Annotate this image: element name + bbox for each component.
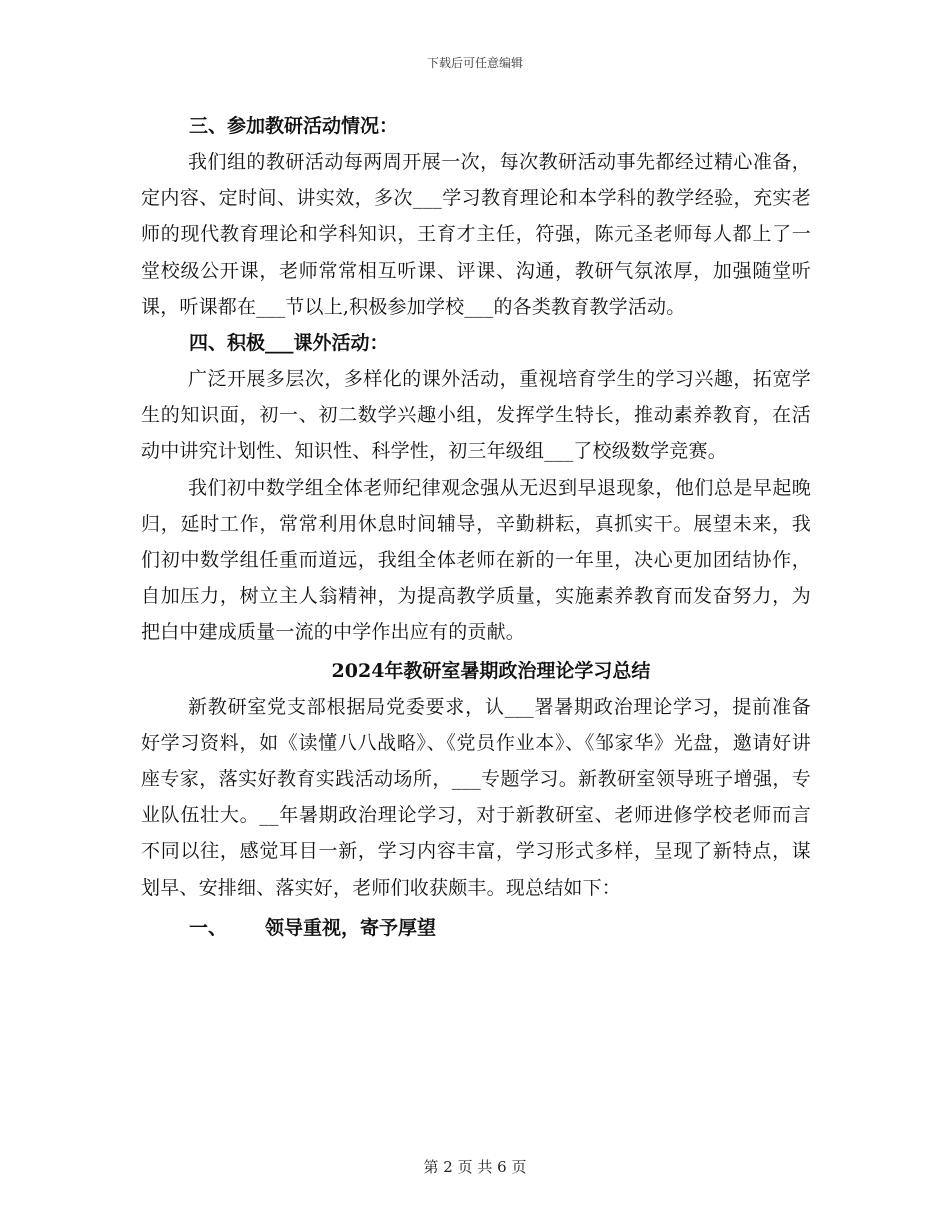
page-number: 第 2 页 共 6 页 [423,1158,527,1176]
section-heading-3: 三、参加教研活动情况： [189,115,399,137]
section-heading-4: 四、积极___课外活动： [189,332,389,355]
page-header-note: 下载后可任意编辑 [426,56,523,70]
summary-item-1-heading [141,908,811,948]
section-4-paragraph-1: 广泛开展多层次，多样化的课外活动，重视培育学生的学习兴趣，拓宽学生的知识面，初一、初二数学兴趣小组，发挥学生特长，推动素养教育，在活动中讲究计划性、知识性、科学性，初三年级组___了校级数学竞赛。 [141,368,811,463]
summary-item-1-text: 领导重视，寄予厚望 [265,916,437,939]
section-4-paragraph-2: 我们初中数学组全体老师纪律观念强从无迟到早退现象，他们总是早起晚归，延时工作，常常利用休息时间辅导，辛勤耕耘，真抓实干。展望未来，我们初中数学组任重而道远，我组全体老师在新的一年里，决心更加团结协作，自加压力，树立主人翁精神，为提高教学质量，实施素养教育而发奋努力，为把白中建成质量一流的中学作出应有的贡献。 [141,476,811,644]
summary-paragraph: 新教研室党支部根据局党委要求，认___署暑期政治理论学习，提前准备好学习资料，如《读懂八八战略》、《党员作业本》、《邹家华》光盘，邀请好讲座专家，落实好教育实践活动场所，___专题学习。新教研室领导班子增强，专业队伍壮大。__年暑期政治理论学习，对于新教研室、老师进修学校老师而言不同以往，感觉耳目一新，学习内容丰富，学习形式多样，呈现了新特点，谋划早、安排细、落实好，老师们收获颇丰。现总结如下： [141,695,811,899]
section-3-paragraph: 我们组的教研活动每两周开展一次，每次教研活动事先都经过精心准备，定内容、定时间、讲实效，多次___学习教育理论和本学科的教学经验，充实老师的现代教育理论和学科知识，王育才主任，符强，陈元圣老师每人都上了一堂校级公开课，老师常常相互听课、评课、沟通，教研气氛浓厚，加强随堂听课，听课都在___节以上,积极参加学校___的各类教育教学活动。 [141,151,811,318]
summary-item-1-number: 一、 [189,916,228,939]
summary-title: 2024年教研室暑期政治理论学习总结 [331,659,651,682]
document-body [141,108,811,948]
